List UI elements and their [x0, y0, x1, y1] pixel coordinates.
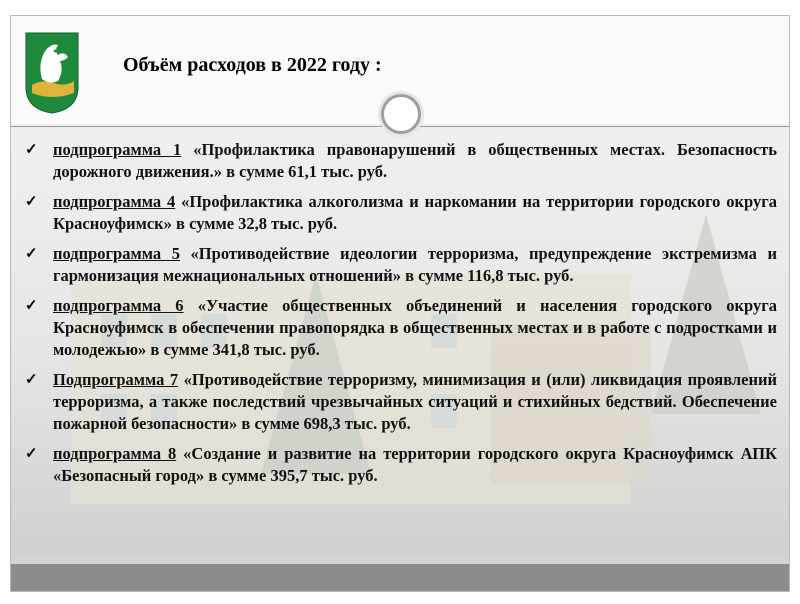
subprogram-text: «Противодействие терроризму, минимизация и (или) ликвидация проявлений терроризма, а также последствий чрезвычайных ситуаций и стихийных бедствий. Обеспечение пожарной безопасности» в сумме 698,3 тыс. руб.: [53, 370, 777, 433]
checkmark-icon: ✓: [25, 298, 38, 314]
subprogram-name: подпрограмма 5: [53, 244, 180, 263]
list-item: [25, 243, 777, 287]
subprogram-text: «Создание и развитие на территории городского округа Красноуфимск АПК «Безопасный город» в сумме 395,7 тыс. руб.: [53, 444, 777, 485]
subprogram-text: «Профилактика правонарушений в общественных местах. Безопасность дорожного движения.» в сумме 61,1 тыс. руб.: [53, 140, 777, 181]
subprogram-list: [25, 139, 777, 495]
list-item: [25, 369, 777, 435]
checkmark-icon: ✓: [25, 194, 38, 210]
subprogram-name: подпрограмма 1: [53, 140, 182, 159]
subprogram-text: «Противодействие идеологии терроризма, предупреждение экстремизма и гармонизация межнациональных отношений» в сумме 116,8 тыс. руб.: [53, 244, 777, 285]
checkmark-icon: ✓: [25, 246, 38, 262]
slide: [10, 15, 790, 592]
subprogram-name: подпрограмма 4: [53, 192, 176, 211]
checkmark-icon: ✓: [25, 446, 38, 462]
subprogram-name: Подпрограмма 7: [53, 370, 179, 389]
ring-ornament-icon: [381, 94, 421, 134]
checkmark-icon: ✓: [25, 372, 38, 388]
list-item: [25, 139, 777, 183]
list-item: [25, 443, 777, 487]
subprogram-name: подпрограмма 6: [53, 296, 184, 315]
subprogram-text: «Участие общественных объединений и населения городского округа Красноуфимск в обеспечении правопорядка в общественных местах и в работе с подростками и молодежью» в сумме 341,8 тыс. руб.: [53, 296, 777, 359]
subprogram-name: подпрограмма 8: [53, 444, 177, 463]
coat-of-arms-icon: [24, 31, 80, 115]
list-item: [25, 295, 777, 361]
list-item: [25, 191, 777, 235]
footer-bar: [11, 564, 789, 591]
slide-title: Объём расходов в 2022 году :: [123, 54, 382, 76]
subprogram-text: «Профилактика алкоголизма и наркомании на территории городского округа Красноуфимск» в сумме 32,8 тыс. руб.: [53, 192, 777, 233]
checkmark-icon: ✓: [25, 142, 38, 158]
